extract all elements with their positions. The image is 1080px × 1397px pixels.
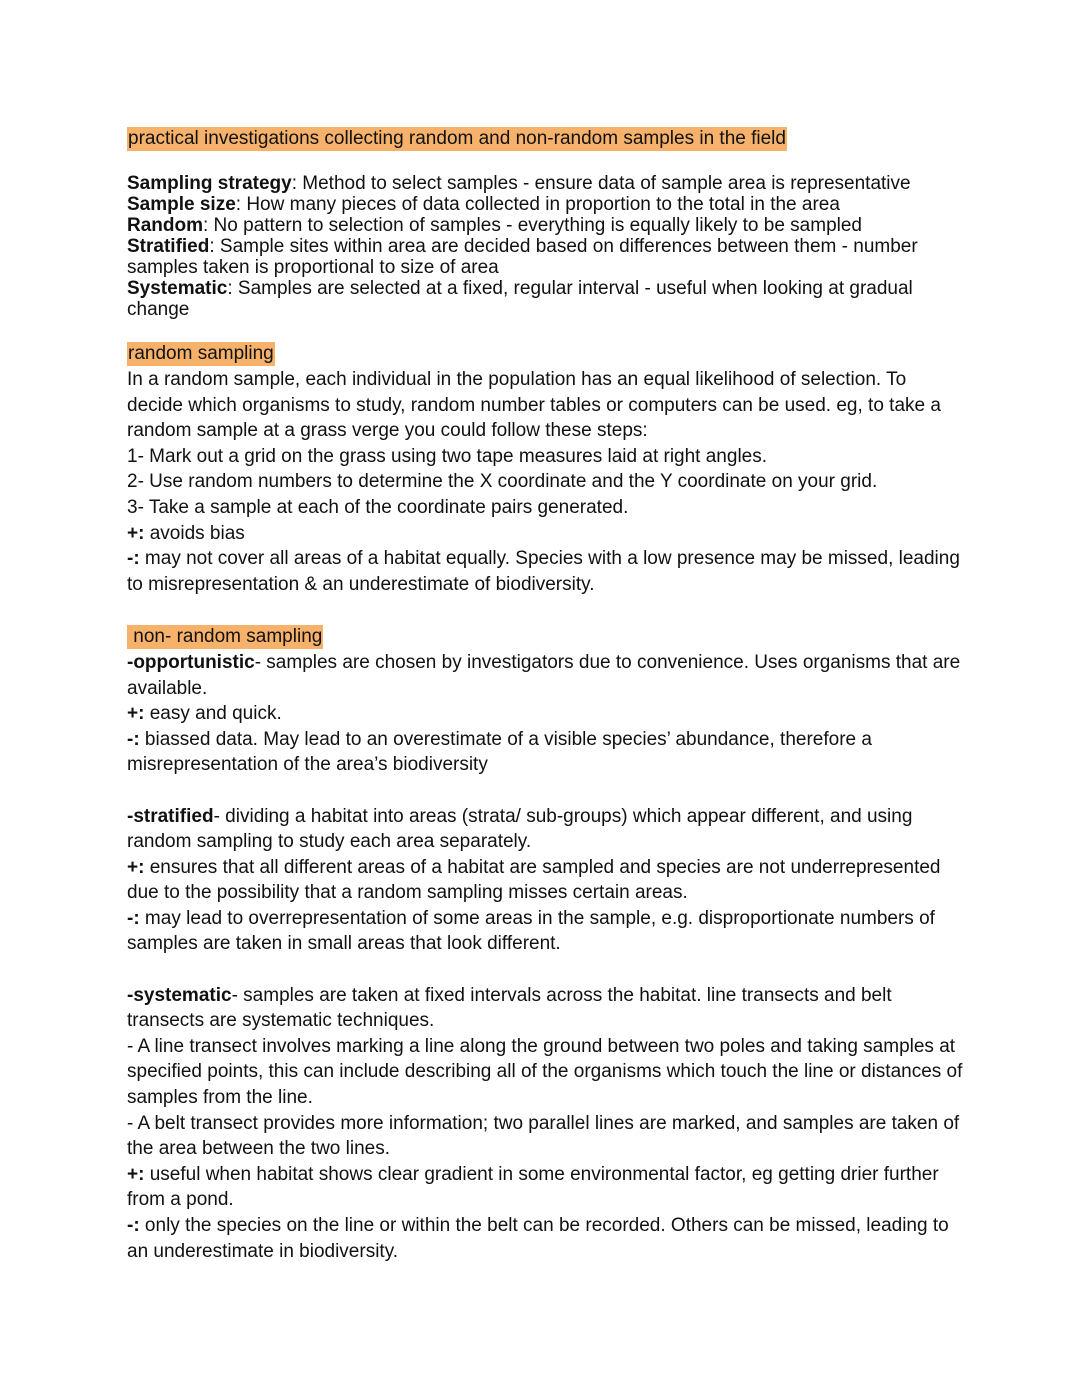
definition-term: Sample size bbox=[127, 194, 236, 215]
advantage-label: +: bbox=[127, 856, 145, 878]
stratified-section bbox=[127, 804, 967, 958]
belt-transect-description: - A belt transect provides more information; two parallel lines are marked, and samples are taken of the area between the two lines. bbox=[127, 1112, 960, 1160]
definition-text: : Method to select samples - ensure data of sample area is representative bbox=[291, 173, 911, 194]
line-transect-description: - A line transect involves marking a line along the ground between two poles and taking samples at specified points, this can include describing all of the organisms which touch the line or distances of samples from the line. bbox=[127, 1035, 963, 1109]
random-step-3: 3- Take a sample at each of the coordinate pairs generated. bbox=[127, 496, 629, 518]
systematic-section bbox=[127, 983, 967, 1265]
definition-term: Systematic bbox=[127, 278, 228, 299]
advantage-label: +: bbox=[127, 522, 145, 544]
method-text: - dividing a habitat into areas (strata/ sub-groups) which appear different, and using random sampling to study each area separately. bbox=[127, 805, 913, 853]
definition-term: Sampling strategy bbox=[127, 173, 292, 194]
disadvantage-text: may lead to overrepresentation of some areas in the sample, e.g. disproportionate numbers of samples are taken in small areas that look different. bbox=[127, 907, 935, 955]
definition-random bbox=[127, 215, 967, 236]
systematic-description bbox=[127, 983, 967, 1034]
systematic-disadvantage bbox=[127, 1213, 967, 1264]
method-term: -opportunistic bbox=[127, 651, 255, 673]
method-term: -stratified bbox=[127, 805, 214, 827]
document-page bbox=[127, 125, 967, 1264]
advantage-label: +: bbox=[127, 1163, 145, 1185]
random-step-1: 1- Mark out a grid on the grass using two tape measures laid at right angles. bbox=[127, 445, 768, 467]
opportunistic-description bbox=[127, 650, 967, 701]
opportunistic-disadvantage bbox=[127, 727, 967, 778]
disadvantage-text: only the species on the line or within the belt can be recorded. Others can be missed, leading to an underestimate in biodiversity. bbox=[127, 1215, 949, 1262]
definition-text: : How many pieces of data collected in proportion to the total in the area bbox=[235, 194, 840, 215]
systematic-advantage bbox=[127, 1162, 967, 1213]
random-disadvantage bbox=[127, 546, 967, 597]
non-random-sampling-heading bbox=[127, 623, 967, 650]
random-sampling-heading bbox=[127, 340, 967, 367]
method-term: -systematic bbox=[127, 984, 232, 1006]
advantage-label: +: bbox=[127, 703, 145, 725]
definition-text: : No pattern to selection of samples - everything is equally likely to be sampled bbox=[203, 215, 862, 236]
definition-term: Stratified bbox=[127, 236, 210, 257]
stratified-description bbox=[127, 804, 967, 855]
advantage-text: avoids bias bbox=[144, 522, 245, 544]
advantage-text: easy and quick. bbox=[144, 703, 282, 725]
definition-sampling-strategy bbox=[127, 173, 967, 194]
definition-text: : Samples are selected at a fixed, regular interval - useful when looking at gradual change bbox=[127, 278, 913, 320]
definition-sample-size bbox=[127, 194, 967, 215]
opportunistic-section bbox=[127, 650, 967, 778]
document-title bbox=[127, 125, 967, 152]
heading-highlight: non- random sampling bbox=[128, 625, 323, 647]
definition-stratified bbox=[127, 236, 967, 278]
title-highlight: practical investigations collecting random and non-random samples in the field bbox=[128, 128, 786, 149]
definition-text: : Sample sites within area are decided based on differences between them - number samples taken is proportional to size of area bbox=[127, 236, 918, 278]
advantage-text: ensures that all different areas of a habitat are sampled and species are not underrepresented due to the possibility that a random sampling misses certain areas. bbox=[127, 856, 941, 904]
random-advantage bbox=[127, 521, 967, 547]
opportunistic-advantage bbox=[127, 701, 967, 727]
disadvantage-label: -: bbox=[127, 1215, 140, 1236]
stratified-advantage bbox=[127, 855, 967, 906]
method-text: - samples are taken at fixed intervals across the habitat. line transects and belt transects are systematic techniques. bbox=[127, 984, 892, 1032]
heading-highlight: random sampling bbox=[128, 343, 274, 364]
definition-term: Random bbox=[127, 215, 203, 236]
random-step-2: 2- Use random numbers to determine the X coordinate and the Y coordinate on your grid. bbox=[127, 471, 878, 493]
disadvantage-label: -: bbox=[127, 907, 140, 929]
disadvantage-label: -: bbox=[127, 728, 140, 750]
random-intro: In a random sample, each individual in the population has an equal likelihood of selection. To decide which organisms to study, random number tables or computers can be used. eg, to take a random sample at a grass verge you could follow these steps: bbox=[127, 369, 941, 442]
disadvantage-label: -: bbox=[127, 548, 140, 570]
disadvantage-text: may not cover all areas of a habitat equally. Species with a low presence may be missed, leading to misrepresentation & an underestimate of biodiversity. bbox=[127, 548, 960, 595]
method-text: - samples are chosen by investigators due to convenience. Uses organisms that are available. bbox=[127, 651, 961, 699]
definition-systematic bbox=[127, 278, 967, 320]
stratified-disadvantage bbox=[127, 906, 967, 957]
disadvantage-text: biassed data. May lead to an overestimate of a visible species’ abundance, therefore a misrepresentation of the area’s biodiversity bbox=[127, 728, 872, 776]
definitions-list bbox=[127, 173, 967, 320]
random-sampling-section bbox=[127, 367, 967, 597]
advantage-text: useful when habitat shows clear gradient in some environmental factor, eg getting drier further from a pond. bbox=[127, 1163, 939, 1211]
